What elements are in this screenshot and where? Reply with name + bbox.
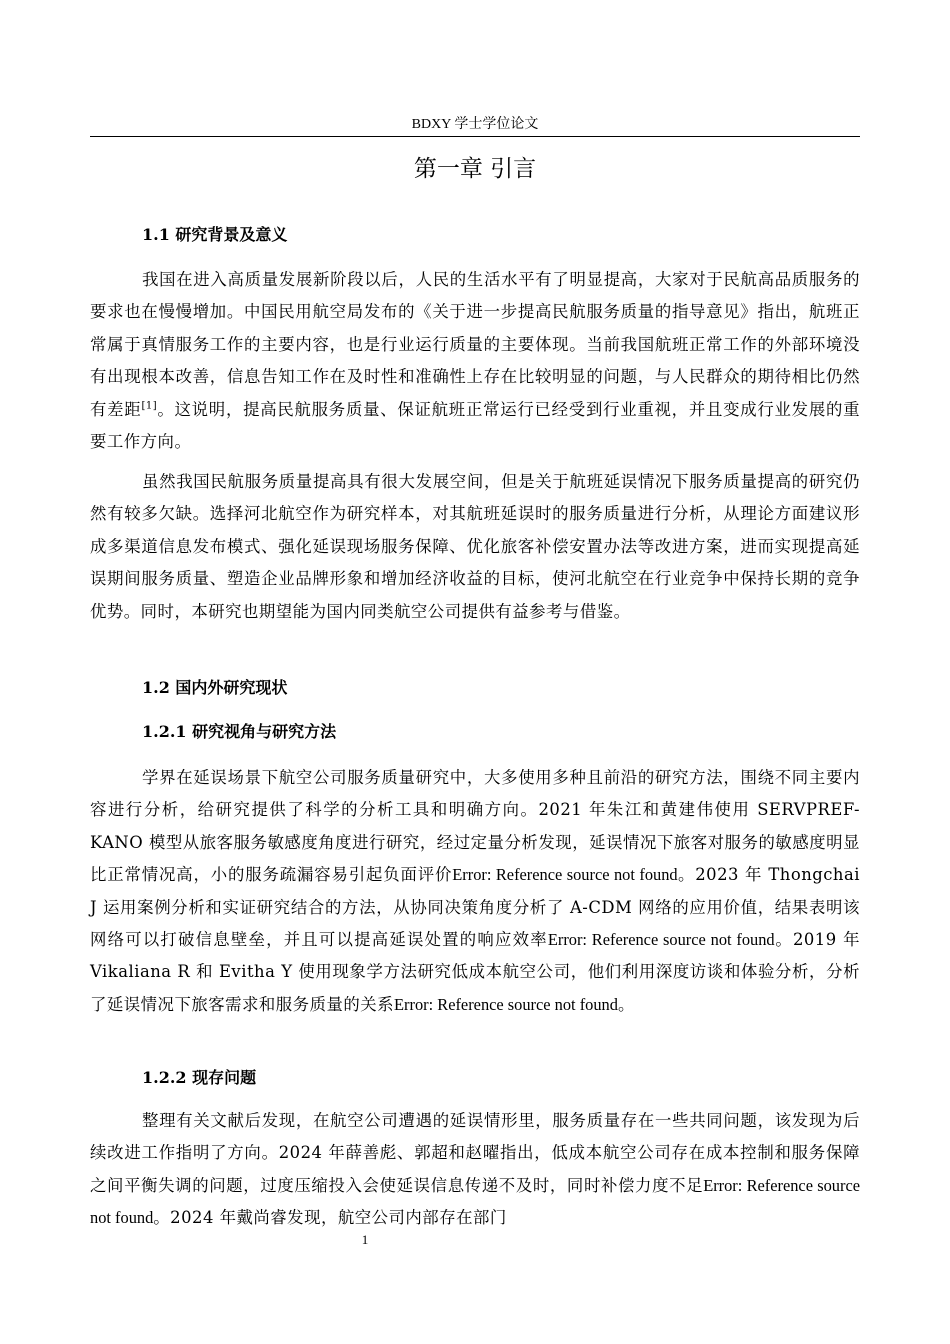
reference-error: Error: Reference source not found [452,865,678,885]
section-heading-1-2-2: 1.2.2 现存问题 [142,1068,257,1087]
paragraph-text: 整理有关文献后发现，在航空公司遭遇的延误情形里，服务质量存在一些共同问题，该发现为后续改进工作指明了方向。2024 年薛善彪、郭超和赵曜指出，低成本航空公司存在成本控制和服务保障之间平衡失调的问题，过度压缩投入会使延误信息传递不及时，同时补偿力度不足 [90,1111,860,1195]
chapter-title: 第一章 引言 [413,156,537,182]
reference-error: Error: Reference source not found [547,930,775,950]
section-heading-1-1: 1.1 研究背景及意义 [142,225,288,244]
section-heading-1-2-1: 1.2.1 研究视角与研究方法 [142,722,337,741]
paragraph-text: 。 [617,994,635,1014]
paragraph-text: 。2023 年 Thongchai J 运用案例分析和实证研究结合的方法，从协同决策角度分析了 A-CDM 网络的应用价值，结果表明该网络可以打破信息壁垒，并且可以提高延误处置的响应效率 [90,865,860,950]
paragraph-methods [90,762,860,1021]
paragraph-text: 虽然我国民航服务质量提高具有很大发展空间，但是关于航班延误情况下服务质量提高的研究仍然有较多欠缺。选择河北航空作为研究样本，对其航班延误时的服务质量进行分析，从理论方面建议形成多渠道信息发布模式、强化延误现场服务保障、优化旅客补偿安置办法等改进方案，进而实现提高延误期间服务质量、塑造企业品牌形象和增加经济收益的目标，使河北航空在行业竞争中保持长期的竞争优势。同时，本研究也期望能为国内同类航空公司提供有益参考与借鉴。 [90,472,860,621]
header-rule [90,136,860,137]
paragraph-text: 学界在延误场景下航空公司服务质量研究中，大多使用多种且前沿的研究方法，围绕不同主要内容进行分析，给研究提供了科学的分析工具和明确方向。2021 年朱江和黄建伟使用 SERVPREF-KANO 模型从旅客服务敏感度角度进行研究，经过定量分析发现，延误情况下旅客对服务的敏感度明显比正常情况高，小的服务疏漏容易引起负面评价 [90,768,860,885]
paragraph-text: 。2024 年戴尚睿发现，航空公司内部存在部门 [153,1208,507,1228]
paragraph-problems [90,1105,860,1235]
paragraph-background [90,264,860,458]
page-number: 1 [361,1232,369,1247]
reference-error: Error: Reference source not found [394,994,618,1014]
section-heading-1-2: 1.2 国内外研究现状 [142,678,288,697]
paragraph-significance [90,466,860,628]
paragraph-text: 我国在进入高质量发展新阶段以后，人民的生活水平有了明显提高，大家对于民航高品质服务的要求也在慢慢增加。中国民用航空局发布的《关于进一步提高民航服务质量的指导意见》指出，航班正常属于真情服务工作的主要内容，也是行业运行质量的主要体现。当前我国航班正常工作的外部环境没有出现根本改善，信息告知工作在及时性和准确性上存在比较明显的问题，与人民群众的期待相比仍然有差距 [90,270,860,419]
paragraph-text: 。2019 年 Vikaliana R 和 Evitha Y 使用现象学方法研究低成本航空公司，他们利用深度访谈和体验分析，分析了延误情况下旅客需求和服务质量的关系 [90,930,860,1014]
reference-error: Error: Reference source not found [90,1175,860,1228]
page-header: BDXY 学士学位论文 [411,117,539,132]
paragraph-text: 。这说明，提高民航服务质量、保证航班正常运行已经受到行业重视，并且变成行业发展的重要工作方向。 [90,399,861,452]
citation-ref[interactable]: [1] [141,400,158,412]
